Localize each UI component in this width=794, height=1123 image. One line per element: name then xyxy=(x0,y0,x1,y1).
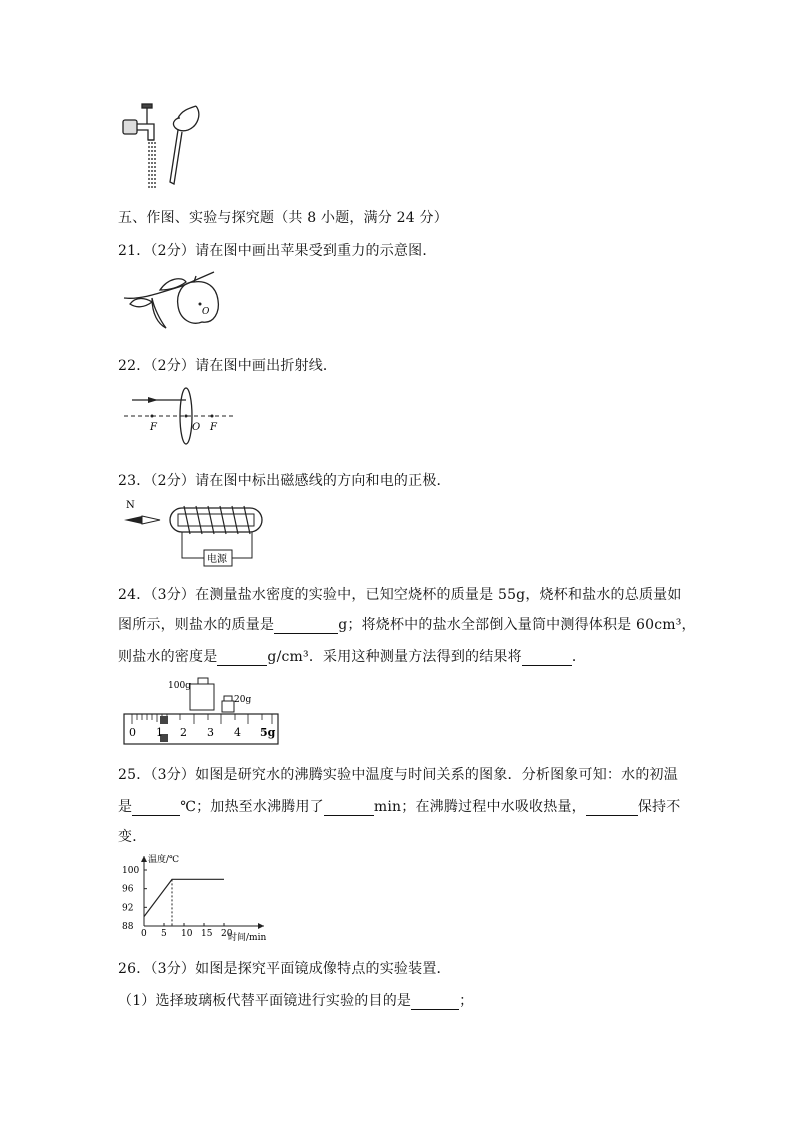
focus-left-label: F xyxy=(150,422,157,433)
series-line-0 xyxy=(144,879,224,916)
q21-stem: 21．（2分）请在图中画出苹果受到重力的示意图． xyxy=(118,243,437,259)
section-title: 五、作图、实验与探究题（共 8 小题，满分 24 分） xyxy=(118,210,448,226)
q24-blank-result[interactable] xyxy=(522,651,572,666)
scale-label-2: 2 xyxy=(180,726,187,739)
apple-figure xyxy=(122,268,222,336)
q26-sub1 xyxy=(118,990,473,1010)
weight-100g-label: 100g xyxy=(168,681,191,691)
power-source-label: 电源 xyxy=(207,554,227,565)
center-label: O xyxy=(192,422,201,433)
apple-point-label: O xyxy=(202,307,210,317)
q22-stem: 22．（2分）请在图中画出折射线． xyxy=(118,358,338,374)
chart-xlabel: 时间/min xyxy=(228,933,267,943)
q24-line2 xyxy=(118,614,696,634)
q24-blank-mass[interactable] xyxy=(274,619,338,634)
scale-label-3: 3 xyxy=(207,726,214,739)
lens-figure xyxy=(122,386,238,450)
q25-line2 xyxy=(118,796,680,816)
compass-north-label: N xyxy=(126,500,135,511)
y-tick-label-2: 96 xyxy=(122,884,134,895)
q23-stem: 23．（2分）请在图中标出磁感线的方向和电的正极． xyxy=(118,473,451,489)
q24-line3-b: g/cm³．采用这种测量方法得到的结果将 xyxy=(267,649,522,665)
y-tick-label-1: 92 xyxy=(122,903,134,914)
q26-sub1-a: （1）选择玻璃板代替平面镜进行实验的目的是 xyxy=(118,993,412,1009)
x-tick-label-4: 20 xyxy=(221,929,233,939)
y-tick-label-3: 100 xyxy=(122,866,140,876)
q24-line2-a: 图所示，则盐水的质量是 xyxy=(118,617,275,633)
q25-blank-initial-temp[interactable] xyxy=(132,801,180,816)
q24-line3-a: 则盐水的密度是 xyxy=(118,649,218,665)
weight-20g-label: 20g xyxy=(234,695,252,705)
q24-line3-c: ． xyxy=(571,649,587,665)
x-tick-label-2: 10 xyxy=(181,929,193,939)
x-tick-label-0: 0 xyxy=(141,929,147,939)
q26-sub1-b: ； xyxy=(459,993,474,1009)
q24-line1: 24．（3分）在测量盐水密度的实验中，已知空烧杯的质量是 55g，烧杯和盐水的总质量如 xyxy=(118,587,682,603)
q25-line2-c: min；在沸腾过程中水吸收热量， xyxy=(373,799,586,815)
solenoid-figure xyxy=(122,496,268,572)
q25-blank-time[interactable] xyxy=(324,801,374,816)
focus-right-label: F xyxy=(210,422,217,433)
x-axis-arrow xyxy=(258,923,264,929)
q25-line1: 25．（3分）如图是研究水的沸腾实验中温度与时间关系的图象．分析图象可知：水的初温 xyxy=(118,767,678,783)
q24-line3 xyxy=(118,646,586,666)
x-tick-label-3: 15 xyxy=(201,929,213,939)
faucet-figure xyxy=(118,100,210,192)
q24-line2-b: g；将烧杯中的盐水全部倒入量筒中测得体积是 60cm³， xyxy=(338,617,696,633)
temperature-time-chart xyxy=(118,848,288,944)
y-axis-arrow xyxy=(141,856,147,862)
scale-label-5g: 5g xyxy=(260,726,276,739)
balance-figure xyxy=(122,672,282,746)
scale-label-0: 0 xyxy=(129,726,136,739)
scale-label-4: 4 xyxy=(234,726,241,739)
q25-line2-a: 是 xyxy=(118,799,133,815)
q25-line2-b: ℃；加热至水沸腾用了 xyxy=(180,799,324,815)
q25-blank-quantity[interactable] xyxy=(586,801,638,816)
y-tick-label-0: 88 xyxy=(122,922,134,932)
x-tick-label-1: 5 xyxy=(161,929,167,939)
scale-label-1: 1 xyxy=(156,726,163,739)
q25-line2-d: 保持不 xyxy=(637,799,681,815)
q24-blank-density[interactable] xyxy=(217,651,267,666)
chart-ylabel: 温度/℃ xyxy=(148,855,180,865)
q26-stem: 26．（3分）如图是探究平面镜成像特点的实验装置． xyxy=(118,961,451,977)
q25-line3: 变． xyxy=(118,829,147,845)
q26-blank-purpose[interactable] xyxy=(411,995,459,1010)
